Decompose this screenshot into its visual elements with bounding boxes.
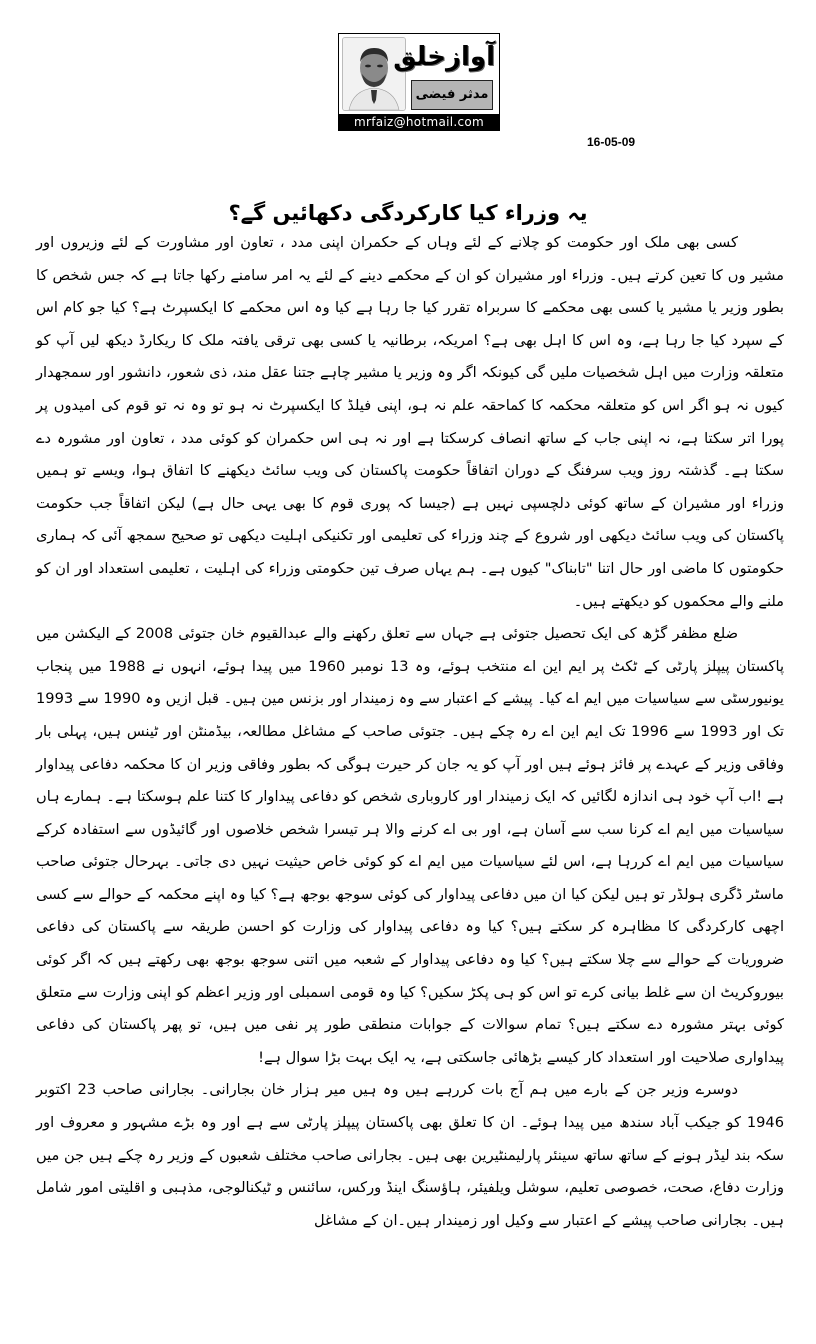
article-paragraph: کسی بھی ملک اور حکومت کو چلانے کے لئے وہاں کے حکمران اپنی مدد ، تعاون اور مشاورت کے لئے وزیروں اور مشیر وں کا تعین کرتے ہیں۔ وزراء اور مشیران کو ان کے محکمے دینے کے لئے یہ امر سامنے رکھا جاتا ہے کہ جس شخص کا بطور وزیر یا مشیر یا کسی بھی محکمے کا سربراہ تقرر کیا جا رہا ہے کیا وہ اس محکمے کا ایکسپرٹ ہے؟ کیا جو کام اس کے سپرد کیا جا رہا ہے، وہ اس کا اہل بھی ہے؟ امریکہ، برطانیہ یا کسی بھی ترقی یافتہ ملک کا ریکارڈ دیکھ لیں آپ کو متعلقہ وزارت میں اہل شخصیات ملیں گی کیونکہ اگر وہ وزیر یا مشیر چاہے جتنا عقل مند، ذی شعور، دانشور اور سمجھدار کیوں نہ ہو اگر اس کو متعلقہ محکمہ کا کماحقہ علم نہ ہو، اپنی فیلڈ کا ایکسپرٹ نہ ہو تو وہ نہ تو قوم کی امیدوں پر پورا اتر سکتا ہے، نہ اپنی جاب کے ساتھ انصاف کرسکتا ہے اور نہ ہی اس حکمران کو کوئی مدد ، تعاون اور مشورہ دے سکتا ہے۔ گذشتہ روز ویب سرفنگ کے دوران اتفاقاً حکومت پاکستان کی ویب سائٹ دیکھنے کا اتفاق ہوا، ویسے تو ہمیں وزراء اور مشیران کے ساتھ کوئی دلچسپی نہیں ہے (جیسا کہ پوری قوم کا بھی یہی حال ہے) لیکن اتفاقاً جب حکومت پاکستان کی ویب سائٹ دیکھی اور شروع کے چند وزراء کی تعلیمی اور تکنیکی اہلیت دیکھی تو صحیح سمجھ آئی کہ ہماری حکومتوں کا ماضی اور حال اتنا "تابناک" کیوں ہے۔ ہم یہاں صرف تین حکومتی وزراء کی اہلیت ، تعلیمی استعداد اور ان کو ملنے والے محکموں کو دیکھتے ہیں۔ xyxy=(36,234,784,610)
article-title: یہ وزراء کیا کارکردگی دکھائیں گے؟ xyxy=(228,201,588,225)
column-masthead xyxy=(338,33,500,131)
author-name: مدثر فیضی xyxy=(411,80,493,110)
publish-date: 16-05-09 xyxy=(587,135,636,149)
column-logo: آوازخلق xyxy=(393,42,495,72)
author-email: mrfaiz@hotmail.com xyxy=(339,114,499,130)
article-paragraph: ضلع مظفر گڑھ کی ایک تحصیل جتوئی ہے جہاں سے تعلق رکھنے والے عبدالقیوم خان جتوئی 2008 کے الیکشن میں پاکستان پیپلز پارٹی کے ٹکٹ پر ایم این اے منتخب ہوئے، وہ 13 نومبر 1960 میں پیدا ہوئے، انہوں نے 1988 میں پنجاب یونیورسٹی سے سیاسیات میں ایم اے کیا۔ پیشے کے اعتبار سے وہ زمیندار اور بزنس مین ہیں۔ قبل ازیں وہ 1990 سے 1993 تک اور 1993 سے 1996 تک ایم این اے رہ چکے ہیں۔ جتوئی صاحب کے مشاغل مطالعہ، بیڈمنٹن اور ٹینس ہیں، پہلی بار وفاقی وزیر کے عہدے پر فائز ہوئے ہیں اور آپ کو یہ جان کر حیرت ہوگی کہ بطور وفاقی وزیر ان کا محکمہ دفاعی پیداوار ہے !اب آپ خود ہی اندازہ لگائیں کہ ایک زمیندار اور کاروباری شخص کو دفاعی پیداوار کا کتنا علم ہوسکتا ہے۔ ہمارے ہاں سیاسیات میں ایم اے کرنا سب سے آسان ہے، اور بی اے کرنے والا ہر تیسرا شخص خلاصوں اور گائیڈوں سے استفادہ کرکے سیاسیات میں ایم اے کررہا ہے، اس لئے سیاسیات میں ایم اے کو کوئی خاص حیثیت نہیں دی جاتی۔ بہرحال جتوئی صاحب ماسٹر ڈگری ہولڈر تو ہیں لیکن کیا ان میں دفاعی پیداوار کی کوئی سوجھ بوجھ ہے؟ کیا وہ اپنے محکمہ کے حوالے سے کسی اچھی کارکردگی کا مظاہرہ کر سکتے ہیں؟ کیا وہ دفاعی پیداوار کی وزارت کو احسن طریقہ سے پاکستان کی دفاعی ضروریات کے حوالے سے چلا سکتے ہیں؟ کیا وہ دفاعی پیداوار کے شعبہ میں اتنی سوجھ بوجھ بھی رکھتے ہیں کہ اگر کوئی بیوروکریٹ ان سے غلط بیانی کرے تو اس کو ہی پکڑ سکیں؟ کیا وہ قومی اسمبلی اور وزیر اعظم کو اپنی وزارت سے متعلق کوئی بہتر مشورہ دے سکتے ہیں؟ تمام سوالات کے جوابات منطقی طور پر نفی میں ہیں، تو پھر پاکستان کی دفاعی پیداواری صلاحیت اور استعداد کار کیسے بڑھائی جاسکتی ہے، یہ ایک بہت بڑا سوال ہے! xyxy=(36,625,785,1066)
article-paragraph: دوسرے وزیر جن کے بارے میں ہم آج بات کررہے ہیں وہ ہیں میر ہزار خان بجارانی۔ بجارانی صاحب 23 اکتوبر 1946 کو جیکب آباد سندھ میں پیدا ہوئے۔ ان کا تعلق بھی پاکستان پیپلز پارٹی سے ہے اور وہ بڑے مشہور و معروف اور سکہ بند لیڈر ہونے کے ساتھ ساتھ سینئر پارلیمنٹیرین بھی ہیں۔ بجارانی صاحب مختلف شعبوں کے وزیر رہ چکے ہیں جن میں وزارت دفاع، صحت، خصوصی تعلیم، سوشل ویلفیئر، ہاؤسنگ اینڈ ورکس، سائنس و ٹیکنالوجی، مذہبی و اقلیتی امور شامل ہیں۔ بجارانی صاحب پیشے کے اعتبار سے وکیل اور زمیندار ہیں۔ان کے مشاغل xyxy=(36,1081,784,1229)
article-body xyxy=(36,227,784,1237)
